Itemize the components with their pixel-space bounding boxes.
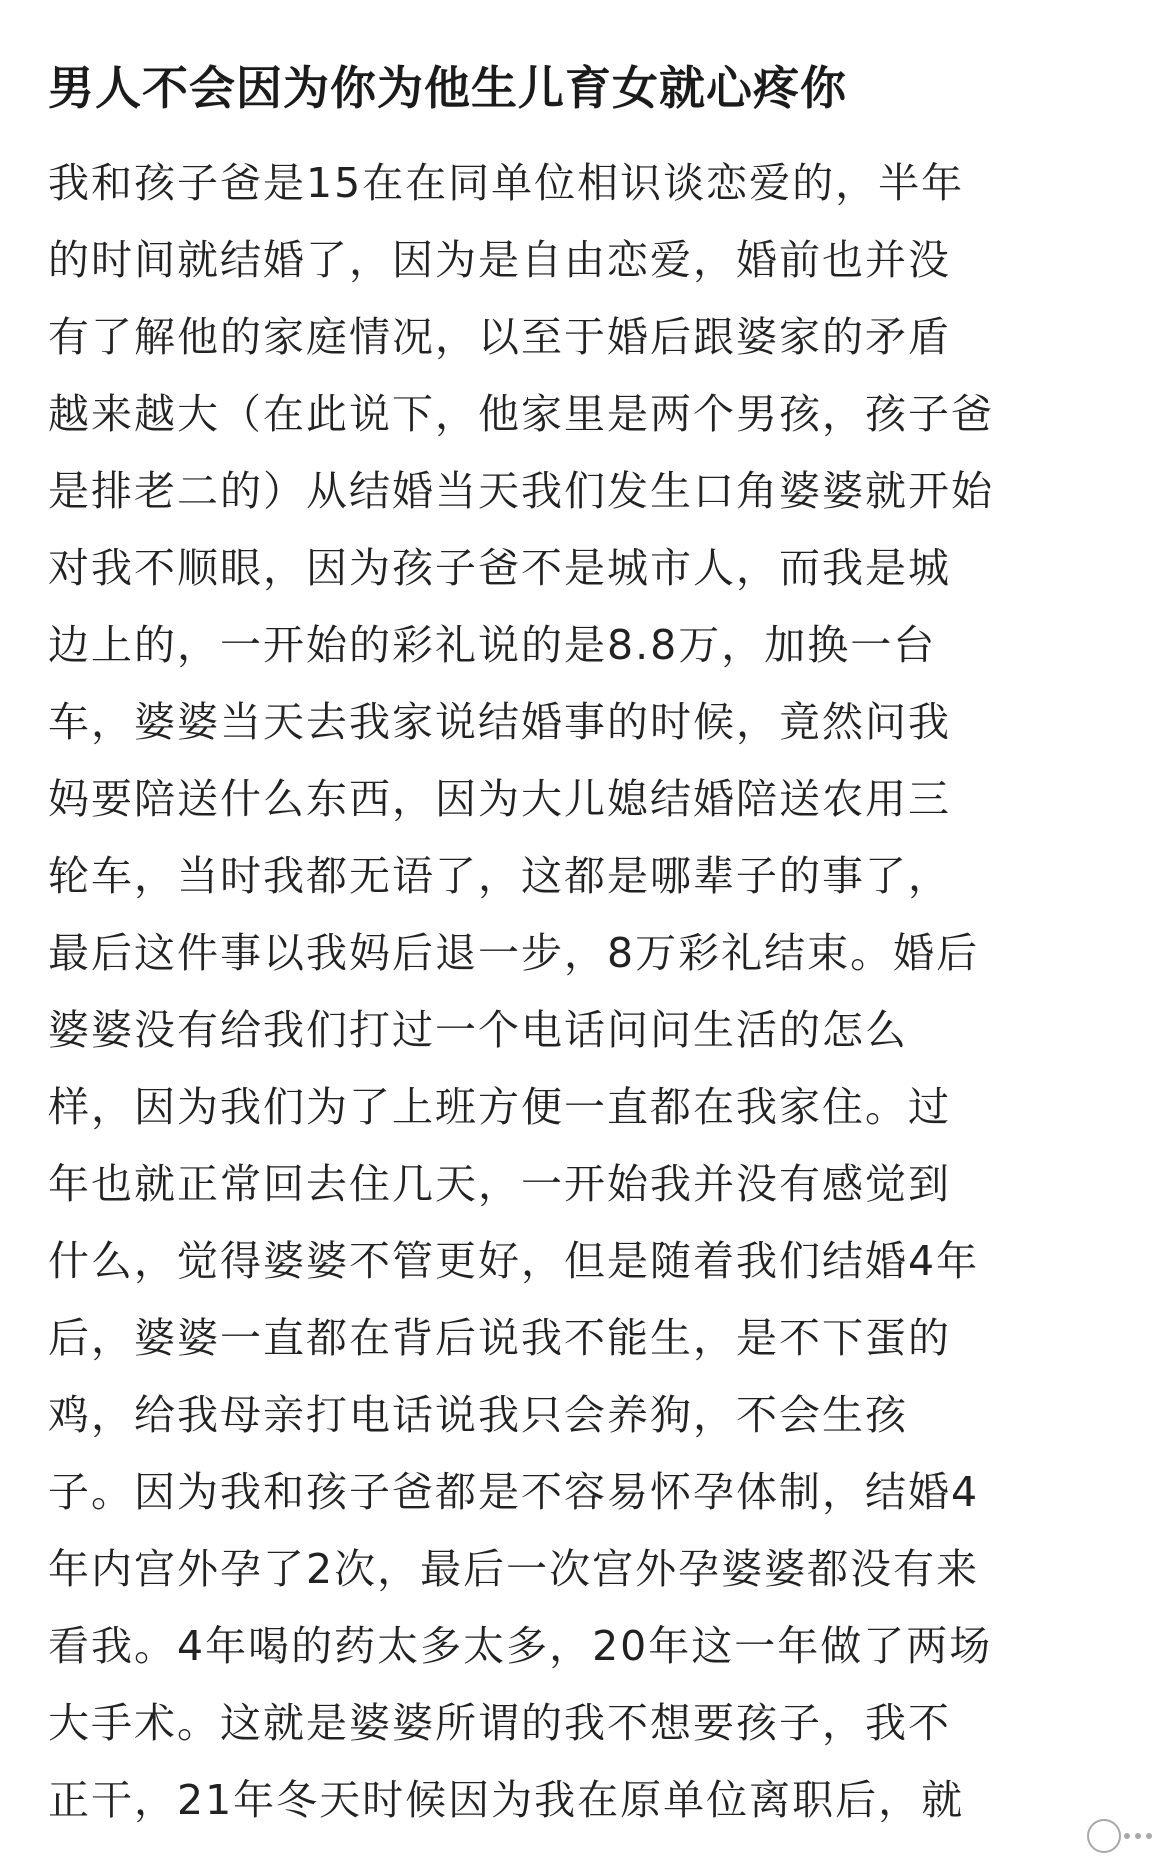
body-line: 越来越大（在此说下，他家里是两个男孩，孩子爸 (48, 390, 994, 438)
body-line: 婆婆没有给我们打过一个电话问问生活的怎么 (48, 1006, 908, 1054)
body-line: 有了解他的家庭情况，以至于婚后跟婆家的矛盾 (48, 313, 951, 361)
body-line: 妈要陪送什么东西，因为大儿媳结婚陪送农用三 (48, 775, 951, 823)
body-line: 对我不顺眼，因为孩子爸不是城市人，而我是城 (48, 544, 951, 592)
body-line: 边上的，一开始的彩礼说的是8.8万，加换一台 (48, 621, 937, 669)
body-line: 正干，21年冬天时候因为我在原单位离职后，就 (48, 1776, 965, 1824)
weibo-watermark-icon (1087, 1816, 1152, 1856)
watermark-circle-icon (1087, 1819, 1121, 1853)
body-line: 鸡，给我母亲打电话说我只会养狗，不会生孩 (48, 1391, 908, 1439)
body-line: 后，婆婆一直都在背后说我不能生，是不下蛋的 (48, 1314, 951, 1362)
body-line: 什么，觉得婆婆不管更好，但是随着我们结婚4年 (48, 1237, 980, 1285)
body-line: 轮车，当时我都无语了，这都是哪辈子的事了， (48, 852, 951, 900)
body-line: 我和孩子爸是15在在同单位相识谈恋爱的，半年 (48, 159, 965, 207)
body-line: 子。因为我和孩子爸都是不容易怀孕体制，结婚4 (48, 1468, 980, 1516)
body-line: 的时间就结婚了，因为是自由恋爱，婚前也并没 (48, 236, 951, 284)
body-line: 年内宫外孕了2次，最后一次宫外孕婆婆都没有来 (48, 1545, 980, 1593)
body-line: 大手术。这就是婆婆所谓的我不想要孩子，我不 (48, 1699, 951, 1747)
body-line: 最后这件事以我妈后退一步，8万彩礼结束。婚后 (48, 929, 980, 977)
body-line: 样，因为我们为了上班方便一直都在我家住。过 (48, 1083, 951, 1131)
article-body (48, 145, 1138, 1839)
watermark-dots-icon (1124, 1833, 1152, 1839)
article-title: 男人不会因为你为他生儿育女就心疼你 (48, 61, 847, 115)
body-line: 年也就正常回去住几天，一开始我并没有感觉到 (48, 1160, 951, 1208)
body-line: 车，婆婆当天去我家说结婚事的时候，竟然问我 (48, 698, 951, 746)
body-line: 是排老二的）从结婚当天我们发生口角婆婆就开始 (48, 467, 994, 515)
body-line: 看我。4年喝的药太多太多，20年这一年做了两场 (48, 1622, 993, 1670)
